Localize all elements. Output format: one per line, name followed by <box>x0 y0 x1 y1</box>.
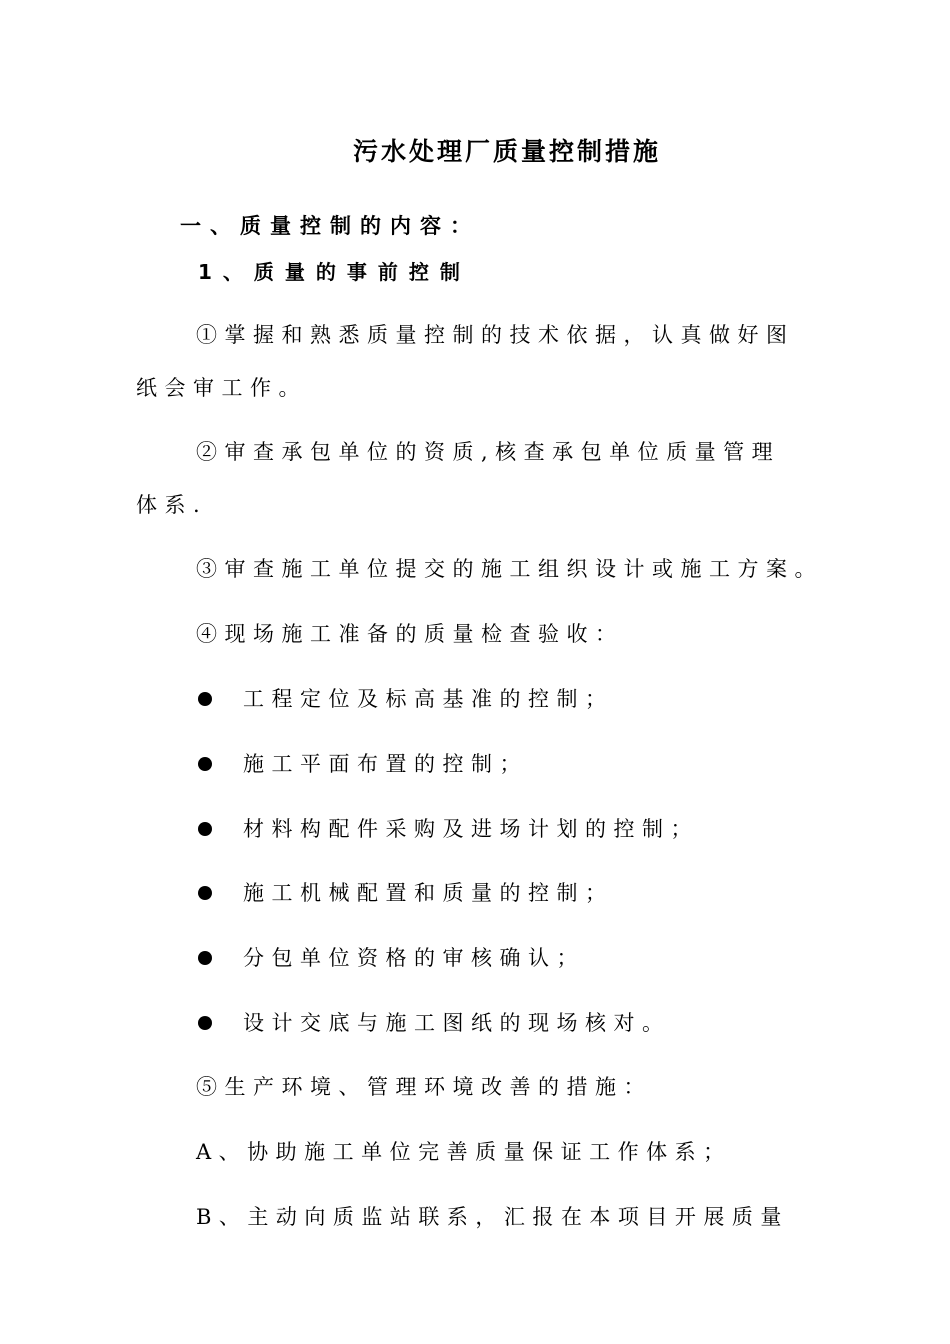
paragraph-item-4: ④现场施工准备的质量检查验收： <box>196 622 624 646</box>
paragraph-item-1-line-1: ①掌握和熟悉质量控制的技术依据，认真做好图 <box>196 323 795 347</box>
bullet-text: 工程定位及标高基准的控制； <box>243 687 614 711</box>
bullet-item <box>196 877 614 907</box>
bullet-dot-icon <box>198 1016 212 1030</box>
bullet-dot-icon <box>198 951 212 965</box>
bullet-dot-icon <box>198 757 212 771</box>
paragraph-item-2-line-1: ②审查承包单位的资质,核查承包单位质量管理 <box>196 440 781 464</box>
bullet-dot-icon <box>198 692 212 706</box>
bullet-text: 设计交底与施工图纸的现场核对。 <box>243 1011 671 1035</box>
bullet-item <box>196 1007 671 1037</box>
section-heading: 一、质量控制的内容： <box>180 214 480 238</box>
bullet-text: 材料构配件采购及进场计划的控制； <box>243 817 699 841</box>
bullet-item <box>196 748 528 778</box>
subsection-heading: 1、质量的事前控制 <box>198 260 471 284</box>
paragraph-item-a: A、协助施工单位完善质量保证工作体系； <box>196 1140 732 1164</box>
paragraph-item-5: ⑤生产环境、管理环境改善的措施： <box>196 1075 652 1099</box>
bullet-text: 施工机械配置和质量的控制； <box>243 881 614 905</box>
paragraph-item-2-line-2: 体系. <box>136 493 208 517</box>
bullet-dot-icon <box>198 822 212 836</box>
bullet-item <box>196 942 585 972</box>
bullet-text: 施工平面布置的控制； <box>243 752 528 776</box>
paragraph-item-3: ③审查施工单位提交的施工组织设计或施工方案。 <box>196 557 823 581</box>
bullet-item <box>196 813 699 843</box>
bullet-text: 分包单位资格的审核确认； <box>243 946 585 970</box>
paragraph-item-b: B、主动向质监站联系，汇报在本项目开展质量 <box>196 1205 789 1229</box>
paragraph-item-1-line-2: 纸会审工作。 <box>136 376 307 400</box>
bullet-item <box>196 683 614 713</box>
document-title: 污水处理厂质量控制措施 <box>352 137 661 166</box>
bullet-dot-icon <box>198 886 212 900</box>
